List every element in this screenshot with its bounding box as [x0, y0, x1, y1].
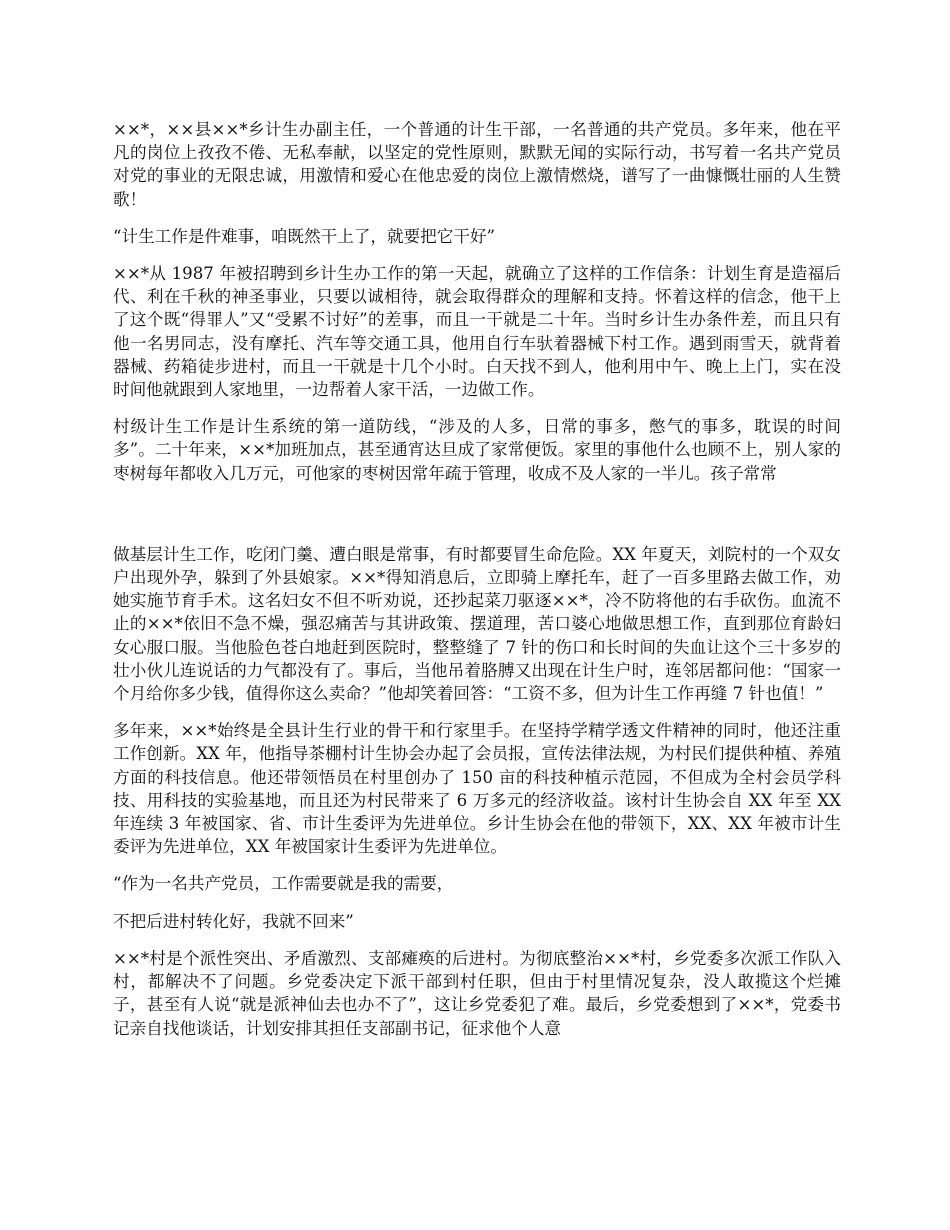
body-paragraph: 做基层计生工作，吃闭门羹、遭白眼是常事，有时都要冒生命危险。XX 年夏天，刘院村的一个双女户出现外孕，躲到了外县娘家。××*得知消息后，立即骑上摩托车，赶了一百多里路去做工作，劝她实施节育手术。这名妇女不但不听劝说，还抄起菜刀驱逐××*，冷不防将他的右手砍伤。血流不止的××*依旧不急不燥，强忍痛苦与其讲政策、摆道理，苦口婆心地做思想工作，直到那位育龄妇女心服口服。当他脸色苍白地赶到医院时，整整缝了 7 针的伤口和长时间的失血让这个三十多岁的壮小伙儿连说话的力气都没有了。事后，当他吊着胳膊又出现在计生户时，连邻居都问他：“国家一个月给你多少钱，值得你这么卖命？”他却笑着回答：“工资不多，但为计生工作再缝 7 针也值！”: [113, 544, 841, 704]
body-paragraph: ××*从 1987 年被招聘到乡计生办工作的第一天起，就确立了这样的工作信条：计划生育是造福后代、利在千秋的神圣事业，只要以诚相待，就会取得群众的理解和支持。怀着这样的信念，他干上了这个既“得罪人”又“受累不讨好”的差事，而且一干就是二十年。当时乡计生办条件差，而且只有他一名男同志，没有摩托、汽车等交通工具，他用自行车驮着器械下村工作。遇到雨雪天，就背着器械、药箱徒步进村，而且一干就是十几个小时。白天找不到人，他利用中午、晚上上门，实在没时间他就跟到人家地里，一边帮着人家干活，一边做工作。: [113, 264, 841, 400]
section-heading-quote: 不把后进村转化好，我就不回来”: [113, 911, 354, 931]
body-paragraph: 多年来，××*始终是全县计生行业的骨干和行家里手。在坚持学精学透文件精神的同时，他还注重工作创新。XX 年，他指导茶棚村计生协会办起了会员报，宣传法律法规，为村民们提供种植、养殖方面的科技信息。他还带领悟员在村里创办了 150 亩的科技种植示范园，不但成为全村会员学科技、用科技的实验基地，而且还为村民带来了 6 万多元的经济收益。该村计生协会自 XX 年至 XX 年连续 3 年被国家、省、市计生委评为先进单位。乡计生协会在他的带领下，XX、XX 年被市计生委评为先进单位，XX 年被国家计生委评为先进单位。: [113, 721, 841, 857]
section-heading-quote: “作为一名共产党员，工作需要就是我的需要，: [113, 874, 454, 894]
intro-paragraph: ××*，××县××*乡计生办副主任，一个普通的计生干部，一名普通的共产党员。多年来，他在平凡的岗位上孜孜不倦、无私奉献，以坚定的党性原则，默默无闻的实际行动，书写着一名共产党员对党的事业的无限忠诚，用激情和爱心在他忠爱的岗位上激情燃烧，谱写了一曲慷慨壮丽的人生赞歌！: [113, 120, 841, 209]
section-heading-quote: “计生工作是件难事，咱既然干上了，就要把它干好”: [113, 226, 496, 246]
body-paragraph: ××*村是个派性突出、矛盾激烈、支部瘫痪的后进村。为彻底整治××*村，乡党委多次派工作队入村，都解决不了问题。乡党委决定下派干部到村任职，但由于村里情况复杂，没人敢揽这个烂摊子，甚至有人说“就是派神仙去也办不了”，这让乡党委犯了难。最后，乡党委想到了××*，党委书记亲自找他谈话，计划安排其担任支部副书记，征求他个人意: [113, 948, 841, 1038]
body-paragraph: 村级计生工作是计生系统的第一道防线，“涉及的人多，日常的事多，憋气的事多，耽误的时间多”。二十年来，××*加班加点，甚至通宵达旦成了家常便饭。家里的事他什么也顾不上，别人家的枣树每年都收入几万元，可他家的枣树因常年疏于管理，收成不及人家的一半儿。孩子常常: [113, 417, 841, 483]
document-page: [113, 118, 841, 1054]
page-break-gap: [113, 499, 841, 543]
